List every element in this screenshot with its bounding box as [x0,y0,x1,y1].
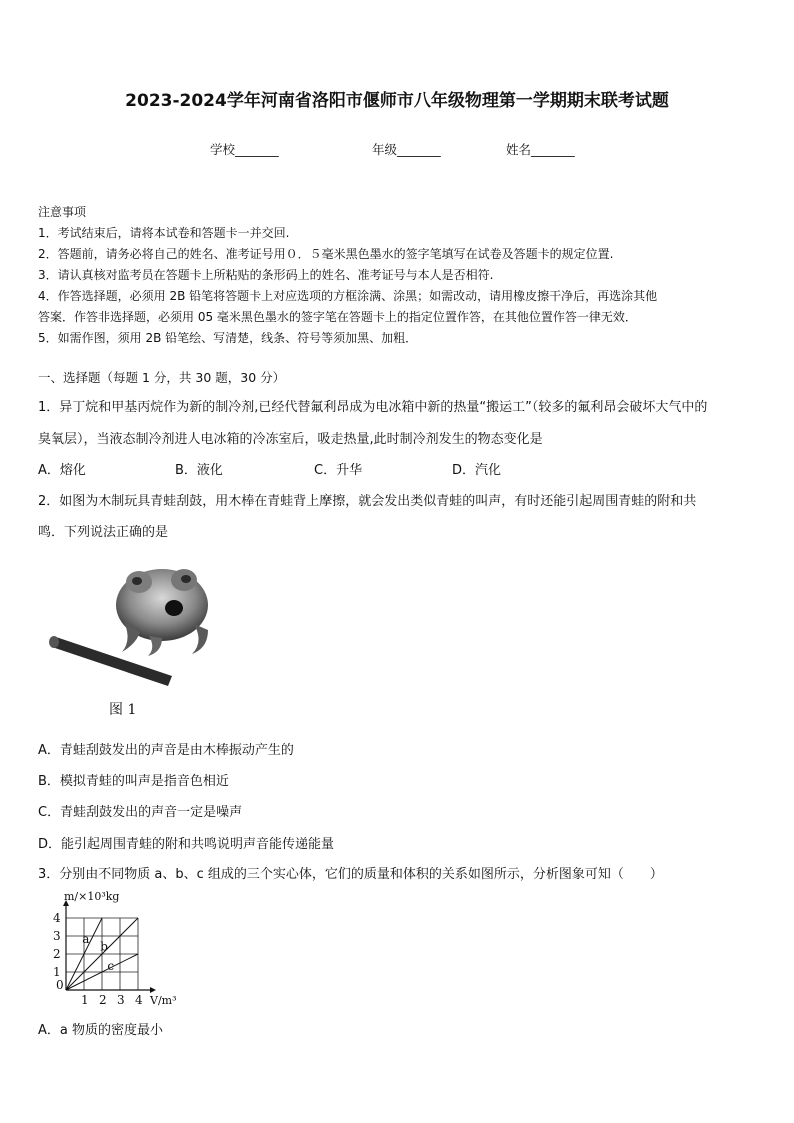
q1-stem-line1: 1．异丁烷和甲基丙烷作为新的制冷剂,已经代替氟利昂成为电冰箱中新的热量“搬运工”（较多的氟利昂会破坏大气中的 [38,400,708,415]
q3-option-a: A．a 物质的密度最小 [38,1023,163,1038]
school-field: 学校_______ [210,142,279,157]
q1-option-a: A．熔化 [38,463,86,478]
q1-option-d: D．汽化 [452,463,502,478]
series-label-a: a [82,932,90,947]
q3-stem: 3．分别由不同物质 a、b、c 组成的三个实心体，它们的质量和体积的关系如图所示，分析图象可知（ ） [38,867,663,882]
q2-option-c: C．青蛙刮鼓发出的声音一定是噪声 [38,805,243,820]
notice-line-5: 答案．作答非选择题，必须用 05 毫米黑色墨水的签字笔在答题卡上的指定位置作答，在其他位置作答一律无效． [38,310,637,324]
frog-figure [44,560,244,725]
exam-title: 2023-2024学年河南省洛阳市偃师市八年级物理第一学期期末联考试题 [125,91,669,111]
x-tick-label: 2 [99,993,107,1007]
notice-line-6: 5．如需作图，须用 2B 铅笔绘、写清楚，线条、符号等须加黑、加粗． [38,331,418,345]
name-field: 姓名_______ [506,142,575,157]
grade-field: 年级_______ [372,142,441,157]
notice-line-2: 2．答题前，请务必将自己的姓名、准考证号用０．５毫米黑色墨水的签字笔填写在试卷及答题卡的规定位置. [38,247,614,261]
wooden-frog-illustration [116,569,208,656]
y-tick-label: 2 [53,947,61,961]
q2-option-b: B．模拟青蛙的叫声是指音色相近 [38,774,229,789]
x-tick-label: 0 [56,978,64,992]
y-tick-label: 4 [53,911,61,925]
q2-stem-line2: 鸣．下列说法正确的是 [38,525,169,540]
x-axis-arrow [150,987,156,993]
y-tick-label: 3 [53,929,61,943]
x-tick-label: 1 [81,993,89,1007]
mass-volume-chart [40,888,180,1008]
x-axis-title: V/m³ [150,994,177,1007]
x-tick-label: 4 [135,993,143,1007]
y-axis-title: m/×10³kg [64,890,120,903]
series-label-b: b [100,939,108,954]
q1-option-b: B．液化 [175,463,223,478]
series-label-c: c [107,959,115,974]
notice-line-1: 1．考试结束后，请将本试卷和答题卡一并交回. [38,226,290,240]
section-heading: 一、选择题（每题 1 分，共 30 题，30 分） [38,370,286,385]
q2-stem-line1: 2．如图为木制玩具青蛙刮鼓，用木棒在青蛙背上摩擦，就会发出类似青蛙的叫声，有时还能引起周围青蛙的附和共 [38,494,697,509]
notice-line-4: 4．作答选择题，必须用 2B 铅笔将答题卡上对应选项的方框涂满、涂黑；如需改动，请用橡皮擦干净后，再选涂其他 [38,289,658,303]
notice-line-3: 3．请认真核对监考员在答题卡上所粘贴的条形码上的姓名、准考证号与本人是否相符. [38,268,494,282]
q2-option-d: D．能引起周围青蛙的附和共鸣说明声音能传递能量 [38,837,335,852]
x-tick-label: 3 [117,993,125,1007]
q2-option-a: A．青蛙刮鼓发出的声音是由木棒振动产生的 [38,743,294,758]
notice-heading: 注意事项 [38,205,87,219]
q1-option-c: C．升华 [314,463,363,478]
y-tick-label: 1 [53,965,61,979]
figure-caption: 图 1 [109,702,137,718]
q1-stem-line2: 臭氧层），当液态制冷剂进人电冰箱的冷冻室后，吸走热量,此时制冷剂发生的物态变化是 [38,432,543,447]
